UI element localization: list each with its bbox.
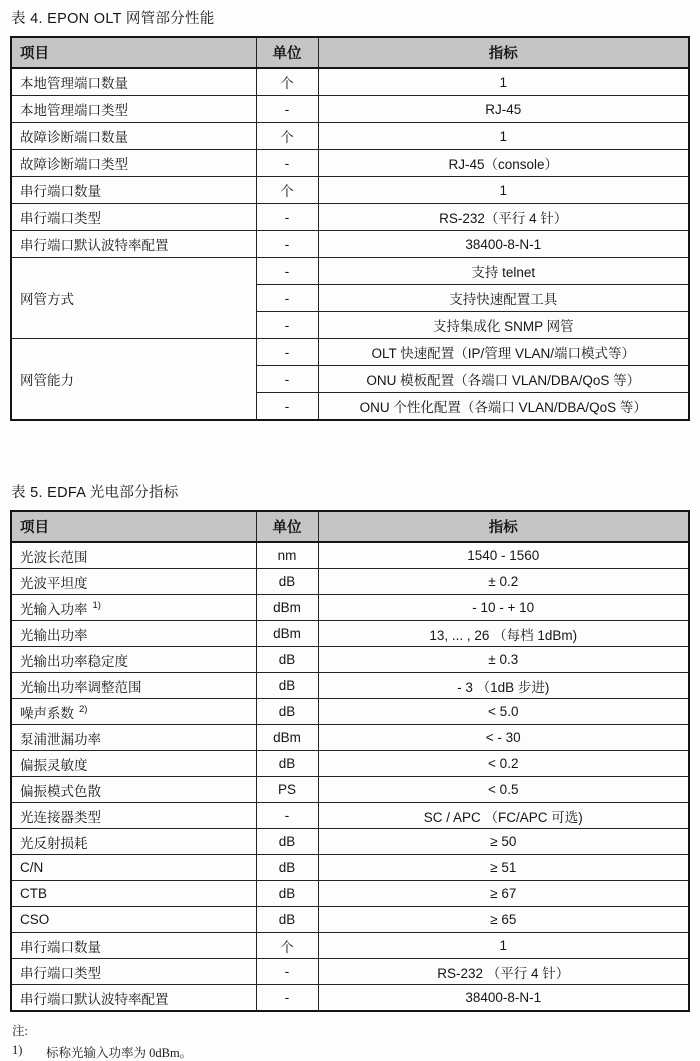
item-cell <box>11 595 256 621</box>
unit-cell: dBm <box>256 621 318 647</box>
unit-cell: dB <box>256 855 318 881</box>
item-label: 偏振模式色散 <box>20 783 101 799</box>
table5-header-unit: 单位 <box>256 511 318 542</box>
footnotes-section <box>12 1021 689 1061</box>
item-label: 光输出功率稳定度 <box>20 653 128 669</box>
value-cell: 13, ... , 26 （每档 1dBm) <box>318 621 689 647</box>
table-row <box>11 123 689 150</box>
item-cell <box>11 569 256 595</box>
note-text: 标称光输入功率为 0dBm。 <box>46 1046 193 1060</box>
value-cell: 支持集成化 SNMP 网管 <box>318 312 689 339</box>
table-row <box>11 96 689 123</box>
item-cell: 故障诊断端口数量 <box>11 123 256 150</box>
value-cell: RJ-45（console） <box>318 150 689 177</box>
unit-cell: dB <box>256 673 318 699</box>
item-cell: 串行端口数量 <box>11 177 256 204</box>
item-label: C/N <box>20 860 44 875</box>
unit-cell: dB <box>256 699 318 725</box>
item-label: 光反射损耗 <box>20 835 88 851</box>
unit-cell: - <box>256 312 318 339</box>
table-row <box>11 542 689 569</box>
item-cell <box>11 855 256 881</box>
unit-cell: - <box>256 803 318 829</box>
table5-header-value: 指标 <box>318 511 689 542</box>
item-cell <box>11 907 256 933</box>
item-cell <box>11 699 256 725</box>
unit-cell: dB <box>256 881 318 907</box>
value-cell: < - 30 <box>318 725 689 751</box>
unit-cell: - <box>256 959 318 985</box>
table-row <box>11 829 689 855</box>
table-row <box>11 258 689 285</box>
unit-cell: dBm <box>256 595 318 621</box>
unit-cell: - <box>256 393 318 421</box>
unit-cell: dB <box>256 751 318 777</box>
notes-label: 注: <box>12 1024 28 1038</box>
item-label: 串行端口默认波特率配置 <box>20 991 169 1007</box>
unit-cell: - <box>256 285 318 312</box>
table-row <box>11 855 689 881</box>
value-cell: ± 0.3 <box>318 647 689 673</box>
value-cell: RS-232（平行 4 针） <box>318 204 689 231</box>
note-marker: 1) <box>12 1043 23 1057</box>
item-cell: 本地管理端口数量 <box>11 68 256 96</box>
table-row <box>11 985 689 1012</box>
item-cell <box>11 751 256 777</box>
item-cell <box>11 777 256 803</box>
value-cell: ≥ 65 <box>318 907 689 933</box>
value-cell: RJ-45 <box>318 96 689 123</box>
value-cell: ONU 个性化配置（各端口 VLAN/DBA/QoS 等） <box>318 393 689 421</box>
value-cell: RS-232 （平行 4 针） <box>318 959 689 985</box>
value-cell: 支持快速配置工具 <box>318 285 689 312</box>
value-cell: < 0.2 <box>318 751 689 777</box>
item-cell <box>11 647 256 673</box>
item-cell <box>11 959 256 985</box>
item-cell <box>11 725 256 751</box>
unit-cell: 个 <box>256 123 318 150</box>
unit-cell: dB <box>256 647 318 673</box>
item-cell <box>11 933 256 959</box>
value-cell: ONU 模板配置（各端口 VLAN/DBA/QoS 等） <box>318 366 689 393</box>
item-label: 光输出功率调整范围 <box>20 679 142 695</box>
table4-header-unit: 单位 <box>256 37 318 68</box>
table5-header-item: 项目 <box>11 511 256 542</box>
item-label: 光波长范围 <box>20 549 88 565</box>
item-cell <box>11 985 256 1012</box>
unit-cell: - <box>256 204 318 231</box>
table5-header-row <box>11 511 689 542</box>
table-row <box>11 725 689 751</box>
item-label: 泵浦泄漏功率 <box>20 731 101 747</box>
table-row <box>11 959 689 985</box>
table-row <box>11 803 689 829</box>
value-cell: - 3 （1dB 步进) <box>318 673 689 699</box>
value-cell: ± 0.2 <box>318 569 689 595</box>
value-cell: OLT 快速配置（IP/管理 VLAN/端口模式等） <box>318 339 689 366</box>
value-cell: ≥ 50 <box>318 829 689 855</box>
item-label: 噪声系数 <box>20 705 74 721</box>
table4-header-row <box>11 37 689 68</box>
item-label: 串行端口类型 <box>20 965 101 981</box>
item-label: 偏振灵敏度 <box>20 757 88 773</box>
unit-cell: - <box>256 339 318 366</box>
unit-cell: nm <box>256 542 318 569</box>
unit-cell: dB <box>256 829 318 855</box>
item-cell <box>11 803 256 829</box>
value-cell: 1540 - 1560 <box>318 542 689 569</box>
table-row <box>11 150 689 177</box>
item-cell <box>11 542 256 569</box>
value-cell: 1 <box>318 177 689 204</box>
item-cell <box>11 673 256 699</box>
item-cell-merged: 网管方式 <box>11 258 256 339</box>
item-cell <box>11 881 256 907</box>
table-row <box>11 68 689 96</box>
item-cell <box>11 621 256 647</box>
table-row <box>11 339 689 366</box>
value-cell: 1 <box>318 933 689 959</box>
value-cell: 1 <box>318 68 689 96</box>
value-cell: < 0.5 <box>318 777 689 803</box>
item-label: 光连接器类型 <box>20 809 101 825</box>
item-label: 串行端口数量 <box>20 939 101 955</box>
unit-cell: 个 <box>256 177 318 204</box>
table-row <box>11 751 689 777</box>
unit-cell: 个 <box>256 933 318 959</box>
item-label: 光输出功率 <box>20 627 88 643</box>
value-cell: 支持 telnet <box>318 258 689 285</box>
unit-cell: dBm <box>256 725 318 751</box>
table-row <box>11 231 689 258</box>
table-row <box>11 699 689 725</box>
table-row <box>11 907 689 933</box>
value-cell: SC / APC （FC/APC 可选) <box>318 803 689 829</box>
item-cell: 本地管理端口类型 <box>11 96 256 123</box>
item-label: 光波平坦度 <box>20 575 88 591</box>
table4-header-value: 指标 <box>318 37 689 68</box>
table5-title: 表 5. EDFA 光电部分指标 <box>11 485 179 501</box>
unit-cell: dB <box>256 569 318 595</box>
table-row <box>11 647 689 673</box>
unit-cell: - <box>256 258 318 285</box>
value-cell: 1 <box>318 123 689 150</box>
table-row <box>11 621 689 647</box>
item-label: 光输入功率 <box>20 601 88 617</box>
item-cell-merged: 网管能力 <box>11 339 256 421</box>
value-cell: - 10 - + 10 <box>318 595 689 621</box>
footnote-ref-1: 1) <box>92 600 101 611</box>
value-cell: 38400-8-N-1 <box>318 985 689 1012</box>
table-row <box>11 595 689 621</box>
unit-cell: - <box>256 985 318 1012</box>
unit-cell: - <box>256 96 318 123</box>
table4-title: 表 4. EPON OLT 网管部分性能 <box>11 11 215 27</box>
table-row <box>11 673 689 699</box>
note-item <box>12 1043 689 1061</box>
item-cell <box>11 829 256 855</box>
item-label: CTB <box>20 886 47 901</box>
value-cell: < 5.0 <box>318 699 689 725</box>
table-row <box>11 933 689 959</box>
table-row <box>11 881 689 907</box>
table-row <box>11 569 689 595</box>
item-cell: 串行端口类型 <box>11 204 256 231</box>
table4-epon-olt-spec <box>10 36 690 421</box>
unit-cell: 个 <box>256 68 318 96</box>
value-cell: ≥ 67 <box>318 881 689 907</box>
unit-cell: PS <box>256 777 318 803</box>
value-cell: ≥ 51 <box>318 855 689 881</box>
footnote-ref-2: 2) <box>79 704 88 715</box>
table-row <box>11 177 689 204</box>
unit-cell: - <box>256 366 318 393</box>
table5-edfa-spec <box>10 510 690 1012</box>
value-cell: 38400-8-N-1 <box>318 231 689 258</box>
unit-cell: - <box>256 231 318 258</box>
item-label: CSO <box>20 912 50 927</box>
table4-header-item: 项目 <box>11 37 256 68</box>
unit-cell: - <box>256 150 318 177</box>
item-cell: 串行端口默认波特率配置 <box>11 231 256 258</box>
table-row <box>11 204 689 231</box>
table-row <box>11 777 689 803</box>
item-cell: 故障诊断端口类型 <box>11 150 256 177</box>
unit-cell: dB <box>256 907 318 933</box>
